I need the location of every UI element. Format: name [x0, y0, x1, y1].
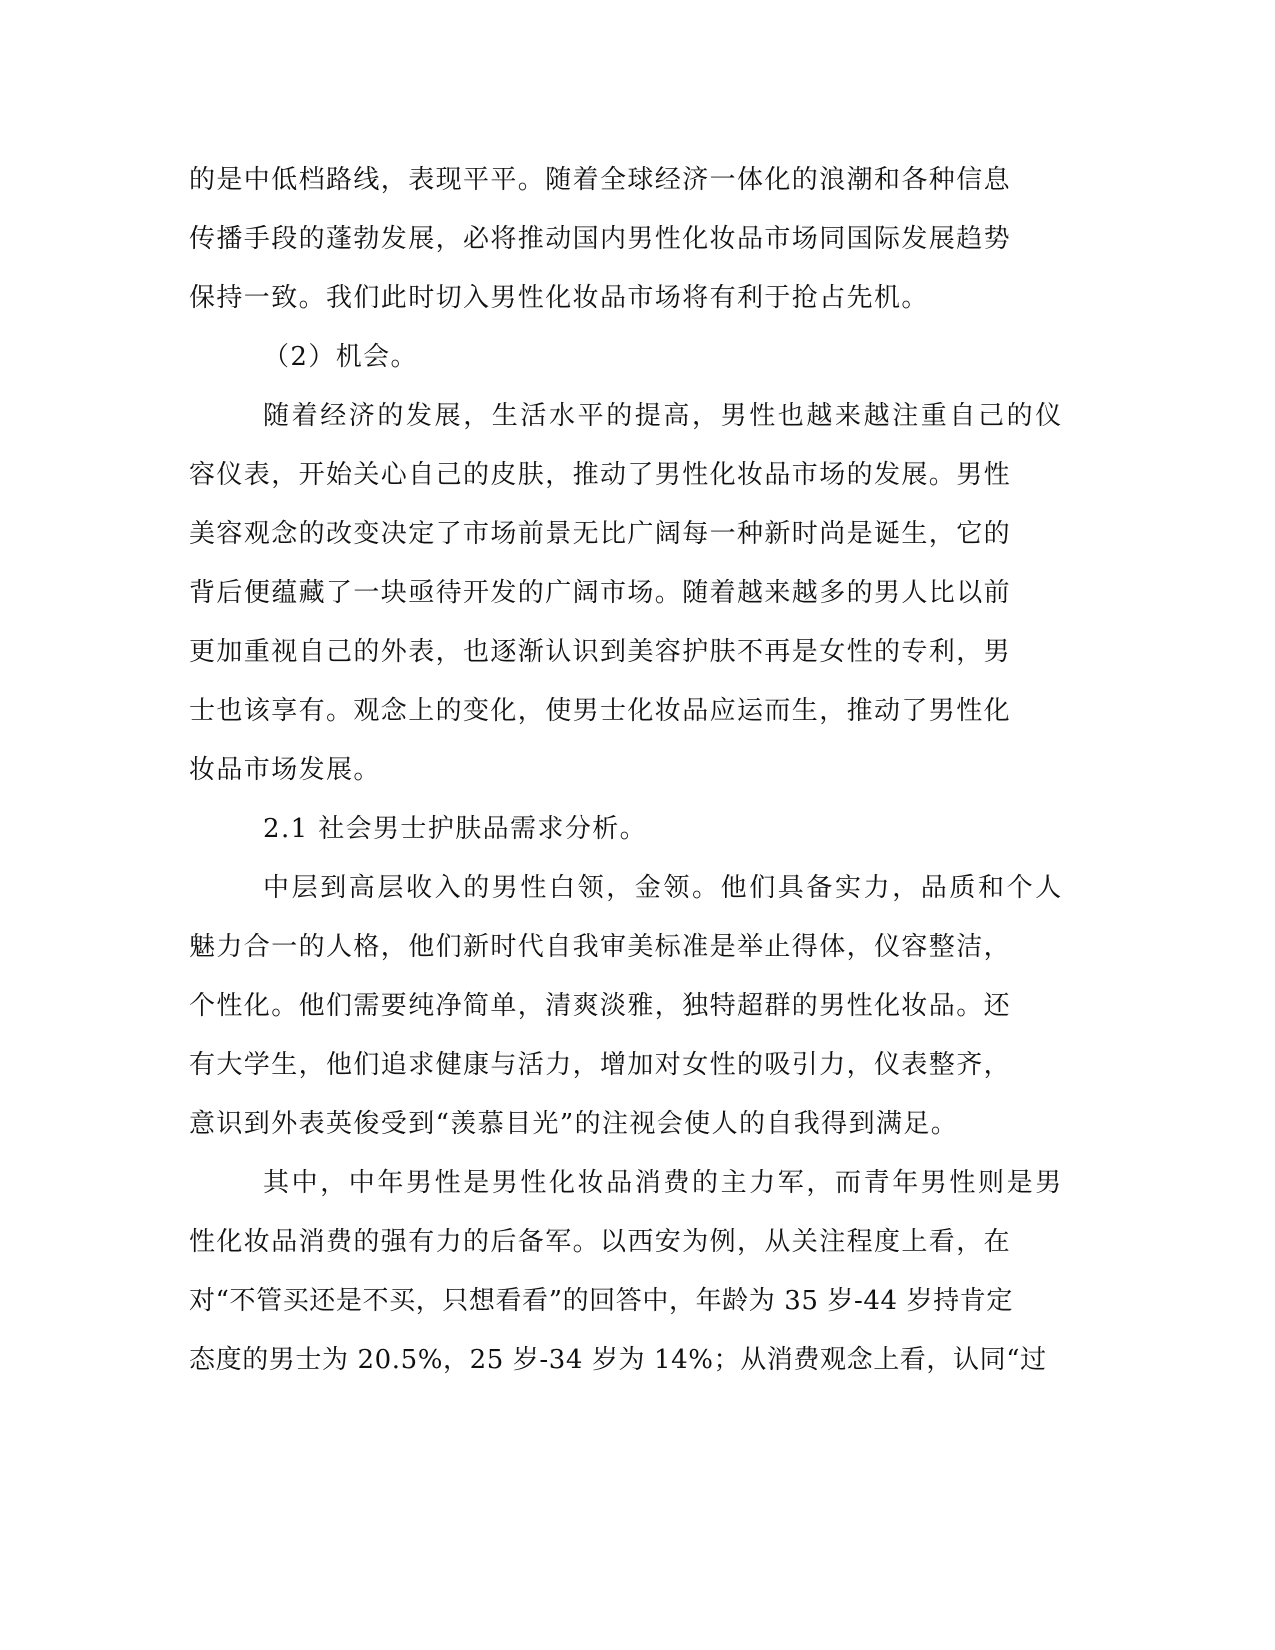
text-line-1: 的是中低档路线，表现平平。随着全球经济一体化的浪潮和各种信息: [189, 165, 1012, 195]
text-line-3: 保持一致。我们此时切入男性化妆品市场将有利于抢占先机。: [189, 283, 929, 313]
text-line-7: 美容观念的改变决定了市场前景无比广阔每一种新时尚是诞生，它的: [189, 519, 1012, 549]
text-line-13: 中层到高层收入的男性白领，金领。他们具备实力，品质和个人: [263, 873, 1064, 903]
text-line-9: 更加重视自己的外表，也逐渐认识到美容护肤不再是女性的专利，男: [189, 637, 1012, 667]
text-line-21: 态度的男士为 20.5%，25 岁-34 岁为 14%；从消费观念上看，认同“过: [189, 1345, 1047, 1375]
text-line-20: 对“不管买还是不买，只想看看”的回答中，年龄为 35 岁-44 岁持肯定: [189, 1286, 1013, 1316]
text-line-10: 士也该享有。观念上的变化，使男士化妆品应运而生，推动了男性化: [189, 696, 1012, 726]
section-heading-2-1: 2.1 社会男士护肤品需求分析。: [263, 814, 648, 844]
text-line-6: 容仪表，开始关心自己的皮肤，推动了男性化妆品市场的发展。男性: [189, 460, 1012, 490]
text-line-11: 妆品市场发展。: [189, 755, 381, 785]
text-line-14: 魅力合一的人格，他们新时代自我审美标准是举止得体，仪容整洁，: [189, 932, 1012, 962]
text-line-5: 随着经济的发展，生活水平的提高，男性也越来越注重自己的仪: [263, 401, 1064, 431]
text-line-15: 个性化。他们需要纯净简单，清爽淡雅，独特超群的男性化妆品。还: [189, 991, 1012, 1021]
text-line-18: 其中，中年男性是男性化妆品消费的主力军，而青年男性则是男: [263, 1168, 1064, 1198]
text-line-2: 传播手段的蓬勃发展，必将推动国内男性化妆品市场同国际发展趋势: [189, 224, 1012, 254]
text-line-16: 有大学生，他们追求健康与活力，增加对女性的吸引力，仪表整齐，: [189, 1050, 1012, 1080]
section-heading-opportunity: （2）机会。: [263, 342, 418, 372]
text-line-17: 意识到外表英俊受到“羡慕目光”的注视会使人的自我得到满足。: [189, 1109, 959, 1139]
text-line-19: 性化妆品消费的强有力的后备军。以西安为例，从关注程度上看，在: [189, 1227, 1012, 1257]
text-line-8: 背后便蕴藏了一块亟待开发的广阔市场。随着越来越多的男人比以前: [189, 578, 1012, 608]
